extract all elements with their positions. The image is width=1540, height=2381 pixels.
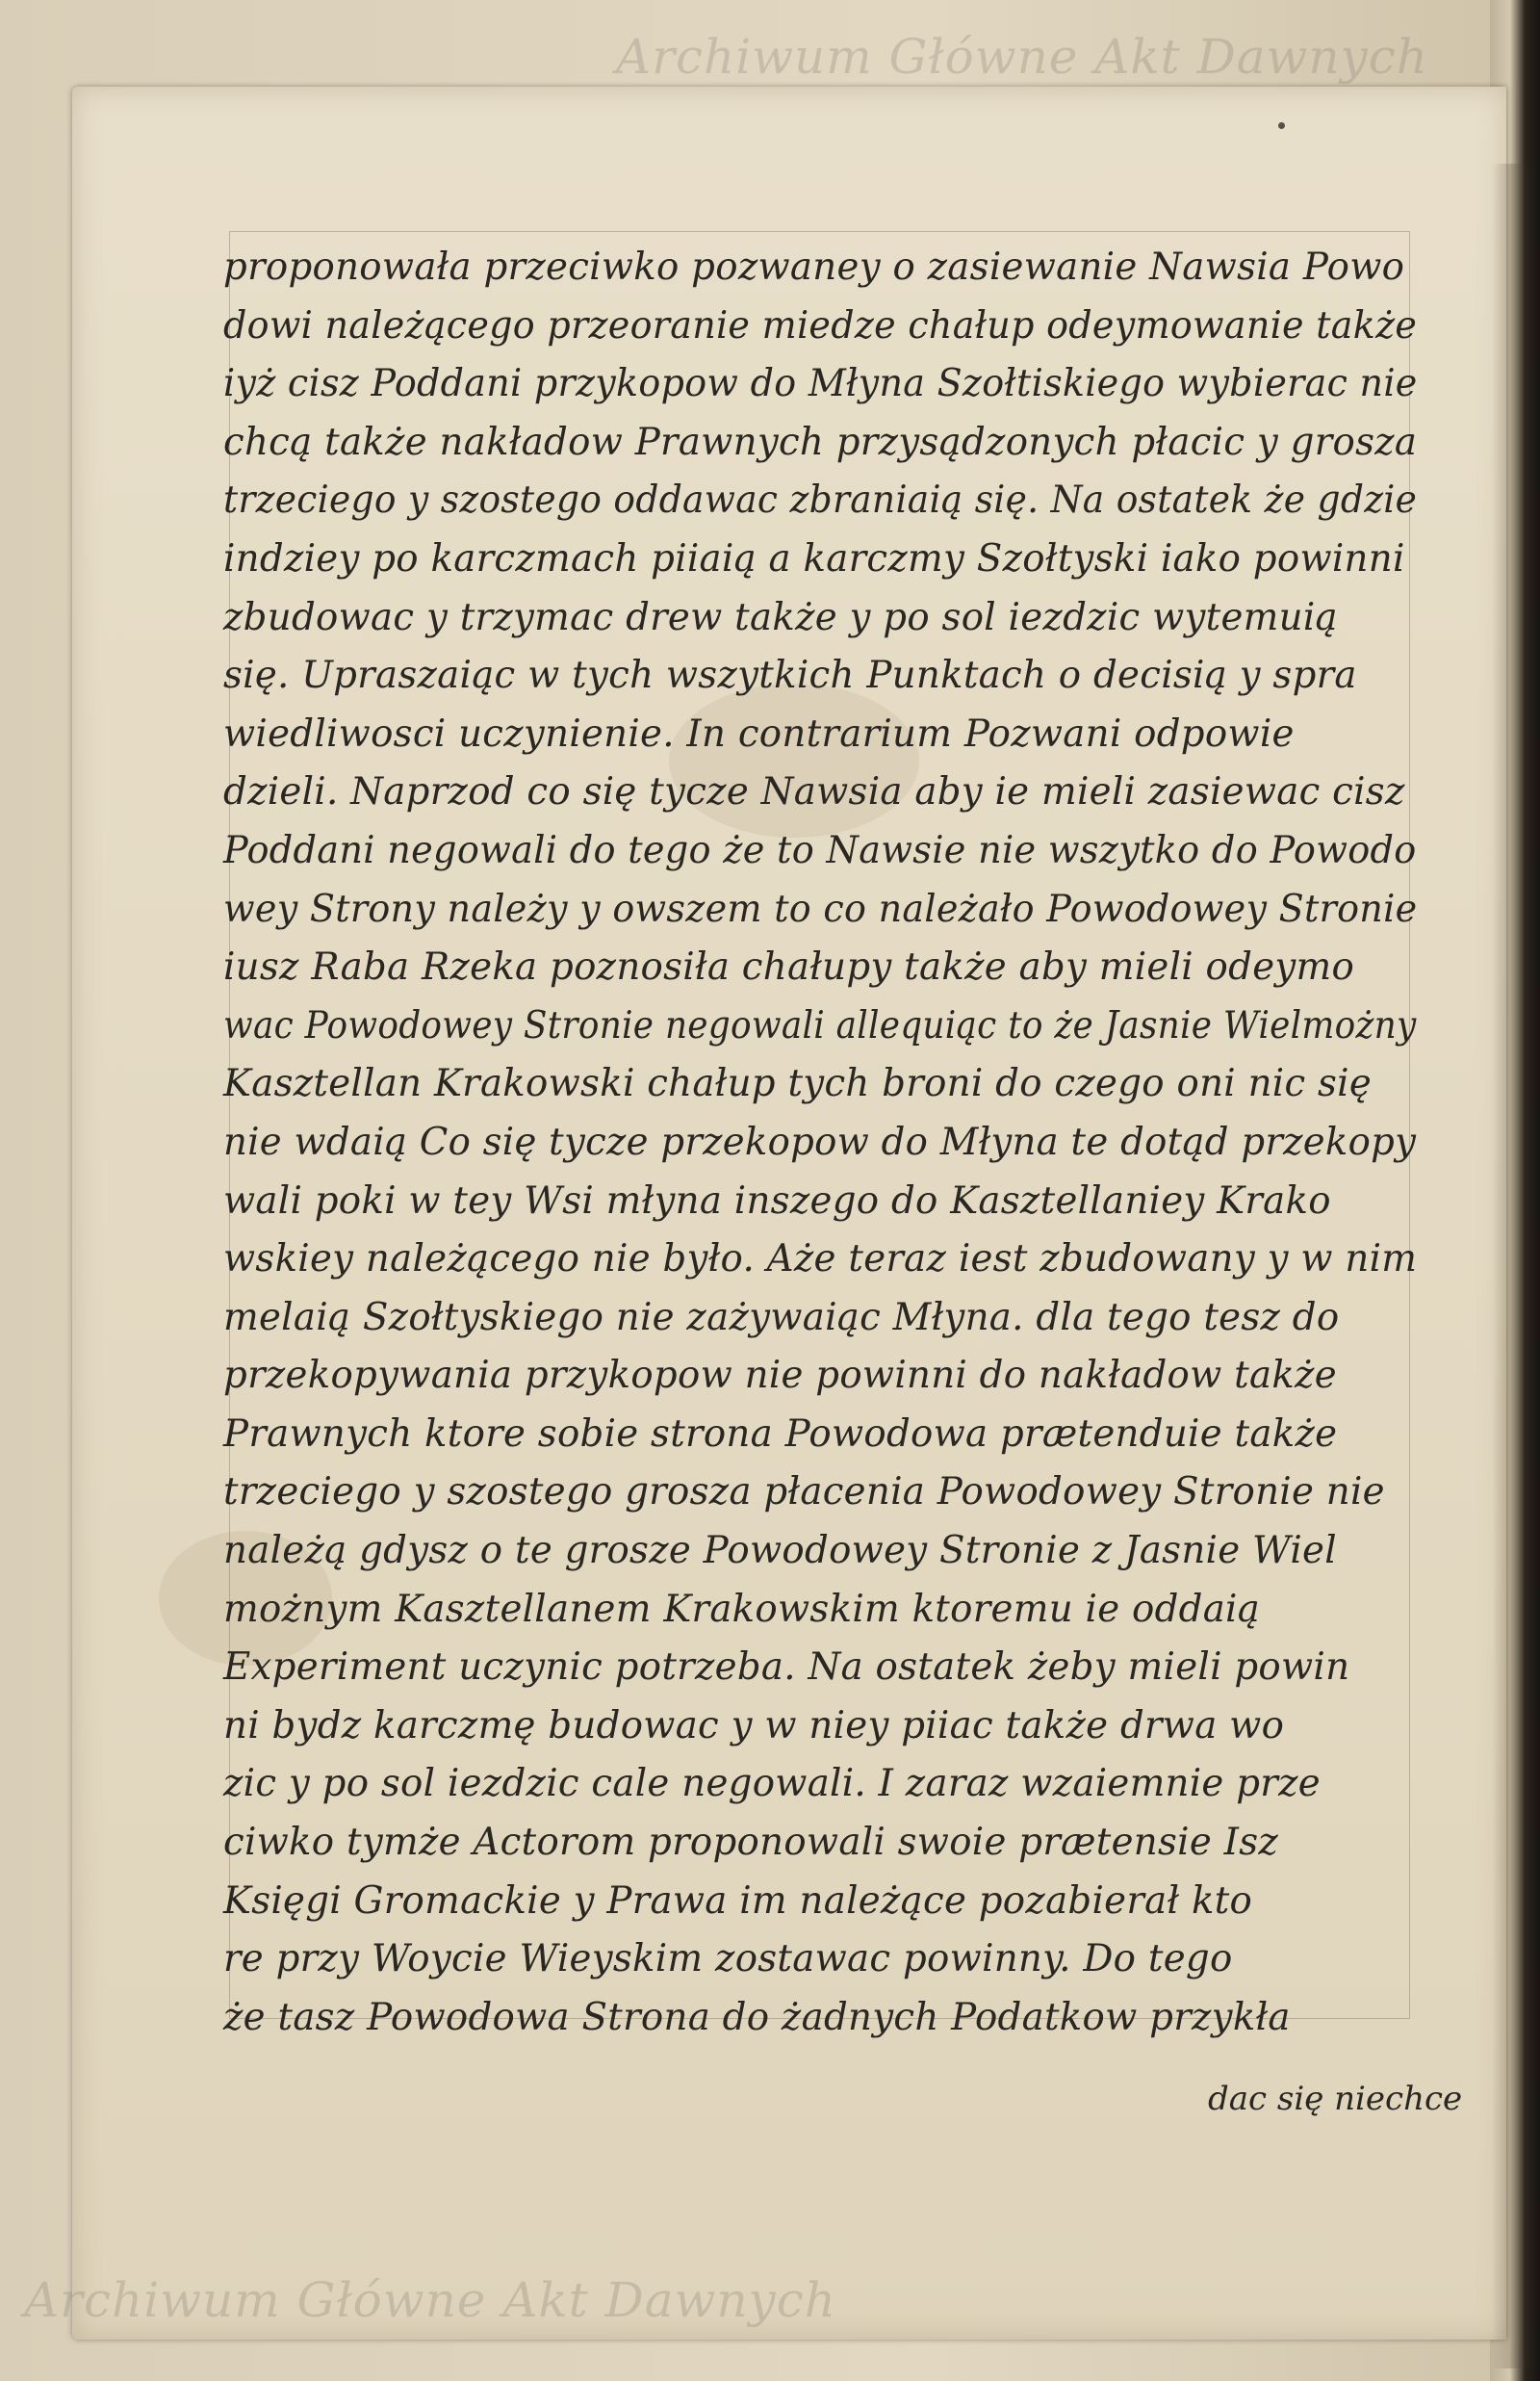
manuscript-text	[223, 239, 1426, 2047]
manuscript-line: zbudowac y trzymac drew także y po sol iezdzic wytemuią	[223, 595, 1338, 639]
manuscript-line: możnym Kasztellanem Krakowskim ktoremu ie oddaią	[223, 1587, 1261, 1631]
manuscript-line: nie wdaią Co się tycze przekopow do Młyna te dotąd przekopy	[223, 1120, 1417, 1164]
manuscript-line: melaią Szołtyskiego nie zażywaiąc Młyna. dla tego tesz do	[223, 1295, 1340, 1339]
page-fold-shadow	[1492, 164, 1530, 2368]
catchword: dac się niechce	[1208, 2080, 1463, 2118]
manuscript-line: że tasz Powodowa Strona do żadnych Podatkow przykła	[223, 1995, 1291, 2039]
archive-watermark-top: Archiwum Główne Akt Dawnych	[616, 29, 1428, 85]
manuscript-line: iyż cisz Poddani przykopow do Młyna Szołtiskiego wybierac nie	[223, 362, 1418, 406]
manuscript-line: zic y po sol iezdzic cale negowali. I zaraz wzaiemnie prze	[223, 1762, 1321, 1806]
manuscript-line: trzeciego y szostego oddawac zbraniaią się. Na ostatek że gdzie	[223, 479, 1418, 523]
manuscript-line: przekopywania przykopow nie powinni do nakładow także	[223, 1354, 1337, 1398]
manuscript-line: Kasztellan Krakowski chałup tych broni do czego oni nic się	[223, 1062, 1373, 1106]
archive-watermark-bottom: Archiwum Główne Akt Dawnych	[24, 2272, 836, 2328]
manuscript-line: należą gdysz o te grosze Powodowey Stronie z Jasnie Wiel	[223, 1529, 1337, 1573]
manuscript-line: dzieli. Naprzod co się tycze Nawsia aby ie mieli zasiewac cisz	[223, 770, 1405, 815]
manuscript-line: indziey po karczmach piiaią a karczmy Szołtyski iako powinni	[223, 536, 1405, 581]
manuscript-line: Prawnych ktore sobie strona Powodowa prætenduie także	[223, 1411, 1338, 1456]
manuscript-line: ni bydz karczmę budowac y w niey piiac także drwa wo	[223, 1703, 1285, 1747]
manuscript-line: wey Strony należy y owszem to co należało Powodowey Stronie	[223, 887, 1418, 931]
manuscript-line: wskiey należącego nie było. Aże teraz iest zbudowany y w nim	[223, 1237, 1418, 1281]
manuscript-line: wiedliwosci uczynienie. In contrarium Pozwani odpowie	[223, 712, 1295, 756]
manuscript-line: Experiment uczynic potrzeba. Na ostatek żeby mieli powin	[223, 1645, 1350, 1690]
ink-spot	[1278, 122, 1285, 129]
manuscript-line: wac Powodowey Stronie negowali allequiąc to że Jasnie Wielmożny	[223, 1003, 1417, 1048]
manuscript-line: chcą także nakładow Prawnych przysądzonych płacic y grosza	[223, 420, 1418, 464]
manuscript-line: iusz Raba Rzeka poznosiła chałupy także aby mieli odeymo	[223, 945, 1355, 990]
manuscript-line: ciwko tymże Actorom proponowali swoie prætensie Isz	[223, 1821, 1279, 1865]
manuscript-line: dowi należącego przeoranie miedze chałup odeymowanie także	[223, 303, 1418, 348]
manuscript-line: Poddani negowali do tego że to Nawsie nie wszytko do Powodo	[223, 828, 1417, 872]
manuscript-line: wali poki w tey Wsi młyna inszego do Kasztellaniey Krako	[223, 1178, 1331, 1223]
manuscript-line: się. Upraszaiąc w tych wszytkich Punktach o decisią y spra	[223, 654, 1357, 698]
manuscript-line: trzeciego y szostego grosza płacenia Powodowey Stronie nie	[223, 1470, 1385, 1514]
manuscript-line: Księgi Gromackie y Prawa im należące pozabierał kto	[223, 1878, 1253, 1923]
manuscript-line: proponowała przeciwko pozwaney o zasiewanie Nawsia Powo	[223, 246, 1405, 289]
manuscript-line: re przy Woycie Wieyskim zostawac powinny. Do tego	[223, 1937, 1233, 1981]
